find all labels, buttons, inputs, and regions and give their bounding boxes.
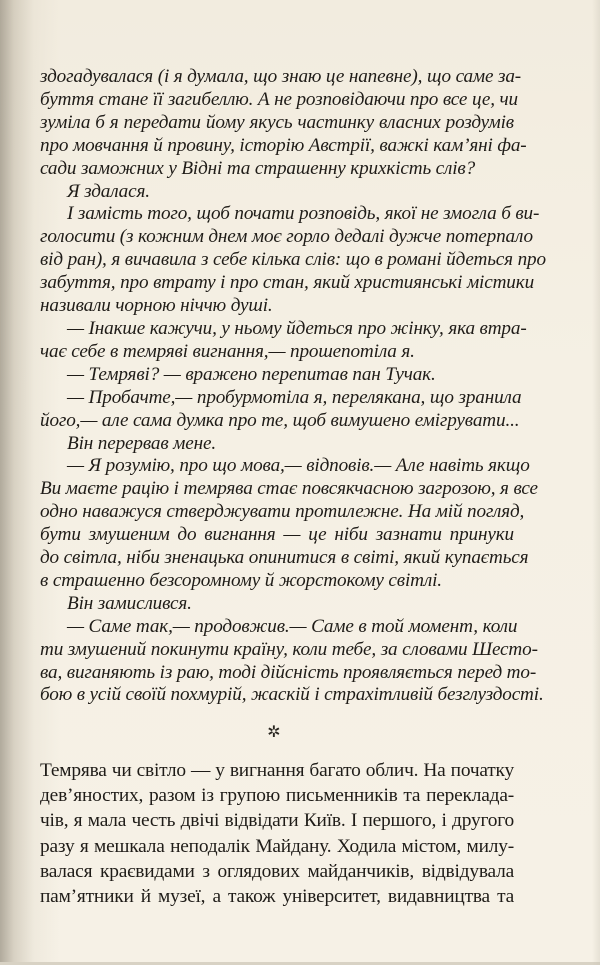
text-line: від ран), я вичавила з себе кілька слів: що в романі йдеться про xyxy=(40,249,546,271)
text-line: чає себе в темряві вигнання,— прошепотіла я. xyxy=(40,340,415,362)
text-line: — Інакше кажучи, у ньому йдеться про жінку, яка втра- xyxy=(67,317,527,339)
asterism-icon: ✲ xyxy=(267,722,281,741)
text-line: голосити (з кожним днем моє горло дедалі дужче потерпало xyxy=(40,226,533,248)
text-line: до світла, ніби зненацька опинитися в світі, який купається xyxy=(40,547,529,569)
text-line: Темрява чи світло — у вигнання багато облич. На початку xyxy=(40,760,514,781)
text-line: разу я мешкала неподалік Майдану. Ходила містом, милу- xyxy=(40,835,514,857)
text-line: пам’ятники й музеї, а також університет, видавництва та xyxy=(40,886,514,908)
text-line: Ви маєте рацію і темрява стає повсякчасною загрозою, я все xyxy=(40,478,538,500)
text-line: І замість того, щоб почати розповідь, якої не змогла б ви- xyxy=(67,203,540,225)
text-line: сади заможних у Відні та страшенну крихкість слів? xyxy=(40,157,476,179)
text-line: його,— але сама думка про те, щоб вимушено емігрувати... xyxy=(40,409,520,431)
text-line: Я здалася. xyxy=(67,180,150,202)
narrative-section xyxy=(40,758,514,909)
text-line: зуміла б я передати йому якусь частинку власних роздумів xyxy=(40,111,514,133)
italic-dialogue-section xyxy=(40,66,546,707)
text-line: одно наважуся стверджувати протилежне. На мій погляд, xyxy=(40,501,525,523)
text-line: — Пробачте,— пробурмотіла я, перелякана, що зранила xyxy=(67,386,522,408)
text-line: — Я розумію, про що мова,— відповів.— Але навіть якщо xyxy=(67,455,530,477)
text-line: чів, я мала честь двічі відвідати Київ. І першого, і другого xyxy=(40,810,514,832)
text-line: бути змушеним до вигнання — це ніби зазнати принуки xyxy=(40,524,514,546)
text-line: буття стане її загибеллю. А не розповідаючи про все це, чи xyxy=(40,88,518,110)
text-line: бою в усій своїй похмурій, жаскій і страхітливій безглуздості. xyxy=(40,684,544,706)
text-line: ти змушений покинути країну, коли тебе, за словами Шесто- xyxy=(40,638,538,660)
text-line: забуття, про втрату і про стан, який християнські містики xyxy=(40,272,535,294)
text-line: про мовчання й провину, історію Австрії, важкі кам’яні фа- xyxy=(40,134,527,156)
text-line: здогадувалася (і я думала, що знаю це напевне), що саме за- xyxy=(40,66,522,87)
text-line: валася краєвидами з оглядових майданчиків, відвідувала xyxy=(40,860,514,882)
text-line: називали чорною ніччю душі. xyxy=(40,295,273,317)
text-line: ва, виганяють із раю, тоді дійсність проявляється перед то- xyxy=(40,661,537,683)
text-line: — Саме так,— продовжив.— Саме в той момент, коли xyxy=(67,615,518,637)
text-line: Він перервав мене. xyxy=(67,432,216,454)
text-line: — Темряві? — вражено перепитав пан Тучак. xyxy=(67,363,436,385)
text-line: в страшенно безсоромному й жорстокому світлі. xyxy=(40,569,442,591)
text-line: дев’яностих, разом із групою письменників та переклада- xyxy=(40,785,514,807)
text-line: Він замислився. xyxy=(67,592,192,614)
